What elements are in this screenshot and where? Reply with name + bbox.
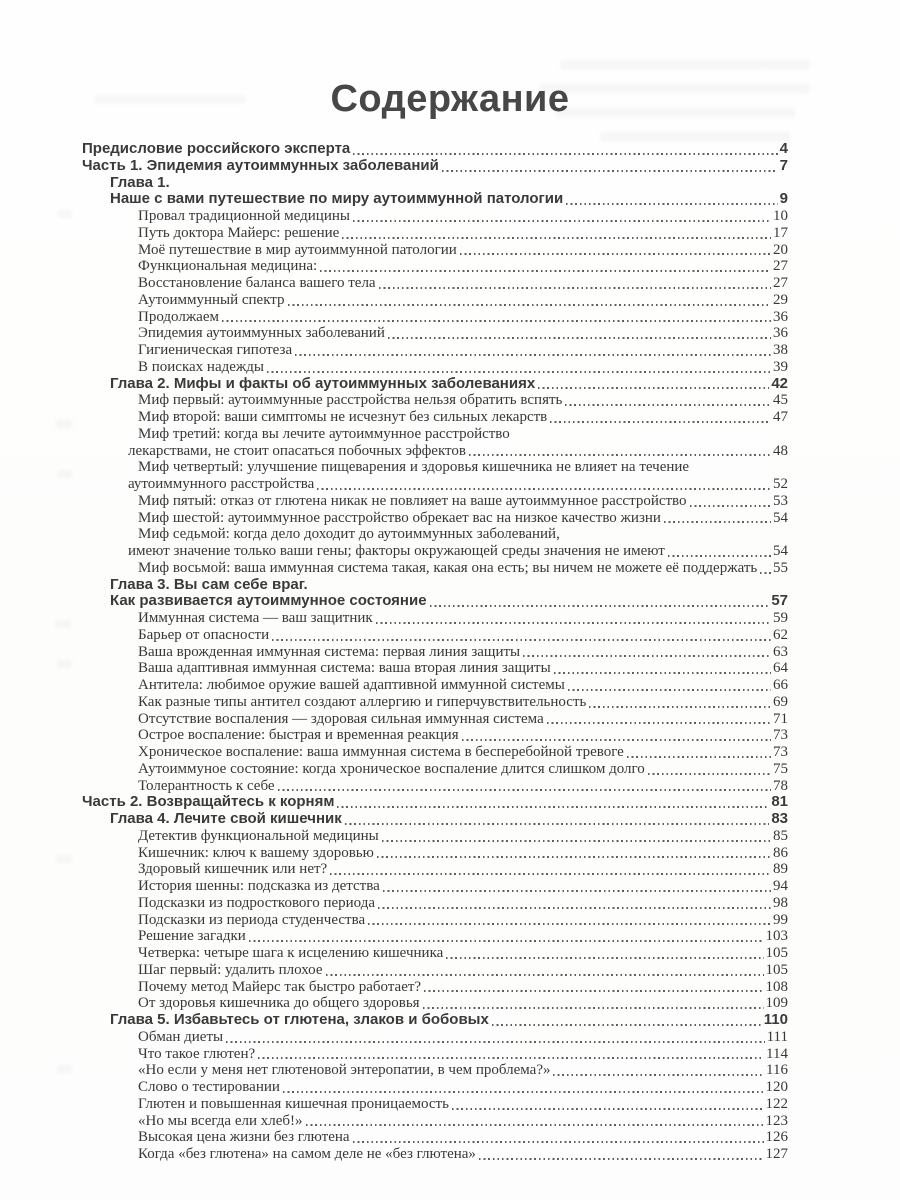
toc-entry — [82, 392, 788, 409]
bleedthrough-mark — [58, 210, 72, 218]
toc-entry-page: 105 — [765, 961, 788, 978]
toc-entry — [82, 158, 788, 175]
dot-leader — [377, 856, 771, 858]
toc-entry-text: Почему метод Майерс так быстро работает? — [138, 978, 422, 995]
toc-entry-page: 73 — [773, 727, 788, 744]
toc-entry — [82, 242, 788, 259]
toc-entry — [82, 443, 788, 460]
toc-entry-text: Отсутствие воспаления — здоровая сильная иммунная система — [138, 710, 544, 727]
toc-entry — [82, 912, 788, 929]
dot-leader — [267, 371, 771, 373]
toc-entry-page: 123 — [765, 1112, 788, 1129]
toc-entry — [82, 811, 788, 828]
toc-entry-text: Моё путешествие в мир аутоиммунной патологии — [138, 241, 457, 258]
dot-leader — [288, 304, 771, 306]
toc-entry-page: 98 — [773, 894, 788, 911]
dot-leader — [452, 1108, 764, 1110]
toc-entry-page: 64 — [773, 660, 788, 677]
dot-leader — [382, 840, 771, 842]
toc-entry-text: Гигиеническая гипотеза — [138, 342, 293, 358]
toc-entry — [82, 543, 788, 560]
toc-entry-page: 36 — [773, 308, 788, 325]
toc-entry-page: 69 — [773, 693, 788, 710]
toc-entry-text: Миф седьмой: когда дело доходит до аутоиммунных заболеваний, — [138, 526, 560, 543]
toc-entry-page: 63 — [773, 643, 788, 660]
dot-leader — [568, 689, 771, 691]
toc-entry-text: От здоровья кишечника до общего здоровья — [138, 995, 420, 1012]
toc-entry-page: 53 — [773, 492, 788, 509]
toc-entry-text: Как разные типы антител создают аллергию и гиперчувствительность — [138, 693, 587, 710]
toc-entry-page: 122 — [765, 1095, 788, 1112]
toc-entry-text: «Но если у меня нет глютеновой энтеропатии, в чем проблема?» — [138, 1062, 551, 1079]
toc-entry-page: 120 — [765, 1079, 788, 1095]
toc-entry — [82, 409, 788, 426]
dot-leader — [446, 957, 763, 959]
dot-leader — [423, 1007, 764, 1009]
toc-entry-text: Глава 1. — [110, 173, 170, 191]
toc-entry-page: 17 — [773, 224, 788, 241]
toc-entry-text: Подсказки из периода студенчества — [138, 911, 366, 928]
toc-entry-page: 111 — [766, 1028, 788, 1045]
toc-entry-text: Толерантность к себе — [138, 777, 275, 794]
toc-entry-text: Решение загадки — [138, 928, 246, 945]
dot-leader — [760, 572, 771, 574]
dot-leader — [492, 1024, 762, 1026]
toc-entry-text: Миф второй: ваши симптомы не исчезнут без сильных лекарств — [138, 409, 548, 425]
dot-leader — [550, 421, 771, 423]
dot-leader — [547, 722, 771, 724]
toc-entry-text: Продолжаем — [138, 308, 219, 325]
toc-entry-page: 78 — [773, 777, 788, 794]
toc-entry-text: «Но мы всегда ели хлеб!» — [138, 1112, 303, 1129]
toc-entry-page: 59 — [773, 610, 788, 626]
toc-entry-page: 71 — [773, 710, 788, 727]
toc-list — [82, 141, 788, 1163]
toc-entry-page: 99 — [773, 911, 788, 928]
toc-entry-text: Ваша врожденная иммунная система: первая линия защиты — [138, 643, 521, 660]
toc-entry-page: 57 — [771, 592, 788, 610]
toc-entry-page: 66 — [773, 677, 788, 693]
toc-entry-page: 62 — [773, 626, 788, 643]
dot-leader — [664, 521, 771, 523]
toc-entry — [82, 359, 788, 376]
toc-entry — [82, 376, 788, 393]
toc-entry-text: Аутоиммуное состояние: когда хроническое воспаление длится слишком долго — [138, 760, 645, 777]
dot-leader — [462, 739, 771, 741]
toc-entry — [82, 1062, 788, 1079]
dot-leader — [278, 789, 771, 791]
dot-leader — [554, 672, 771, 674]
toc-entry — [82, 325, 788, 342]
toc-entry — [82, 208, 788, 225]
toc-entry — [82, 928, 788, 945]
toc-entry — [82, 895, 788, 912]
toc-entry-page: 52 — [773, 476, 788, 492]
dot-leader — [388, 337, 771, 339]
toc-entry — [82, 476, 788, 493]
toc-entry-text: Кишечник: ключ к вашему здоровью — [138, 844, 374, 861]
bleedthrough-mark — [58, 470, 72, 478]
bleedthrough-mark — [55, 620, 71, 628]
toc-entry-text: Четверка: четыре шага к исцелению кишечника — [138, 945, 444, 961]
toc-entry — [82, 1046, 788, 1063]
dot-leader — [320, 270, 771, 272]
toc-entry-text: Миф первый: аутоиммунные расстройства нельзя обратить вспять — [138, 392, 563, 409]
toc-entry-page: 36 — [773, 325, 788, 342]
dot-leader — [337, 806, 769, 808]
toc-entry — [82, 292, 788, 309]
toc-entry-text: Миф третий: когда вы лечите аутоиммунное расстройство — [138, 425, 510, 442]
toc-entry-text: Путь доктора Майерс: решение — [138, 224, 340, 241]
toc-entry-page: 127 — [765, 1146, 788, 1162]
toc-entry-text: Миф четвертый: улучшение пищеварения и здоровья кишечника не влияет на течение — [138, 459, 690, 476]
toc-entry — [82, 560, 788, 577]
toc-entry — [82, 794, 788, 811]
dot-leader — [353, 1141, 764, 1143]
toc-entry-page: 10 — [773, 208, 788, 224]
dot-leader — [295, 354, 771, 356]
toc-entry — [82, 711, 788, 728]
toc-entry-page: 126 — [765, 1129, 788, 1146]
dot-leader — [376, 622, 771, 624]
toc-entry-text: Детектив функциональной медицины — [138, 827, 379, 844]
toc-entry-page: 27 — [773, 275, 788, 291]
dot-leader — [379, 287, 771, 289]
toc-entry-page: 54 — [773, 543, 788, 559]
toc-entry — [82, 191, 788, 208]
toc-entry-text: Шаг первый: удалить плохое — [138, 961, 323, 978]
toc-entry — [82, 493, 788, 510]
toc-entry — [82, 778, 788, 795]
toc-entry-page: 47 — [773, 409, 788, 425]
toc-entry-text: Антитела: любимое оружие вашей адаптивной иммунной системы — [138, 677, 565, 693]
toc-entry — [82, 644, 788, 661]
toc-entry — [82, 962, 788, 979]
dot-leader — [353, 153, 777, 155]
toc-entry — [82, 945, 788, 962]
toc-entry-page: 7 — [779, 156, 788, 174]
dot-leader — [326, 974, 764, 976]
toc-entry-page: 4 — [779, 140, 788, 157]
toc-entry-text: Миф восьмой: ваша иммунная система такая, какая она есть; вы ничем не можете её поддержать — [138, 559, 758, 576]
toc-entry-page: 83 — [771, 810, 788, 827]
toc-entry-text: Иммунная система — ваш защитник — [138, 610, 373, 626]
dot-leader — [690, 505, 771, 507]
toc-entry-text: Когда «без глютена» на самом деле не «без глютена» — [138, 1146, 476, 1162]
toc-entry — [82, 627, 788, 644]
toc-entry-text: Острое воспаление: быстрая и временная реакция — [138, 727, 459, 744]
toc-entry — [82, 861, 788, 878]
toc-entry — [82, 526, 788, 543]
dot-leader — [345, 823, 770, 825]
toc-entry-text: Здоровый кишечник или нет? — [138, 861, 328, 878]
toc-entry-page: 103 — [765, 928, 788, 945]
toc-entry-text: Высокая цена жизни без глютена — [138, 1129, 350, 1146]
toc-entry-text: Хроническое воспаление: ваша иммунная система в бесперебойной тревоге — [138, 744, 624, 760]
toc-entry-text: Ваша адаптивная иммунная система: ваша вторая линия защиты — [138, 660, 551, 677]
toc-entry-page: 116 — [766, 1062, 788, 1079]
toc-entry — [82, 141, 788, 158]
toc-entry-text: Часть 1. Эпидемия аутоиммунных заболеваний — [82, 156, 439, 174]
toc-entry-page: 9 — [779, 190, 788, 208]
bleedthrough-mark — [56, 855, 72, 863]
toc-entry-text: Восстановление баланса вашего тела — [138, 275, 376, 291]
dot-leader — [226, 1041, 765, 1043]
toc-entry-page: 48 — [773, 442, 788, 459]
dot-leader — [383, 890, 771, 892]
toc-entry-page: 114 — [766, 1045, 788, 1062]
dot-leader — [306, 1124, 764, 1126]
toc-entry-text: Провал традиционной медицины — [138, 208, 350, 224]
toc-entry-text: имеют значение только ваши гены; факторы окружающей среды значения не имеют — [128, 543, 665, 559]
toc-entry-text: Эпидемия аутоиммунных заболеваний — [138, 325, 385, 342]
toc-entry — [82, 309, 788, 326]
toc-entry — [82, 510, 788, 527]
toc-entry — [82, 761, 788, 778]
toc-entry-page: 54 — [773, 509, 788, 526]
dot-leader — [627, 756, 771, 758]
toc-entry-page: 85 — [773, 827, 788, 844]
bleedthrough-mark — [600, 132, 790, 141]
toc-entry — [82, 275, 788, 292]
toc-entry — [82, 677, 788, 694]
toc-entry — [82, 258, 788, 275]
dot-leader — [317, 488, 771, 490]
dot-leader — [342, 237, 771, 239]
toc-entry-text: Миф шестой: аутоиммунное расстройство обрекает вас на низкое качество жизни — [138, 509, 661, 526]
dot-leader — [565, 404, 771, 406]
toc-entry — [82, 459, 788, 476]
toc-entry-text: Глава 3. Вы сам себе враг. — [110, 575, 308, 593]
toc-title: Содержание — [330, 78, 570, 120]
toc-entry-page: 29 — [773, 291, 788, 308]
toc-entry-text: Глава 4. Лечите свой кишечник — [110, 810, 342, 827]
toc-entry — [82, 995, 788, 1012]
toc-entry — [82, 610, 788, 627]
toc-entry-page: 94 — [773, 878, 788, 894]
dot-leader — [523, 655, 771, 657]
toc-entry — [82, 727, 788, 744]
toc-entry-text: Предисловие российского эксперта — [82, 140, 351, 157]
toc-entry — [82, 1012, 788, 1029]
toc-entry-page: 42 — [771, 374, 788, 392]
toc-entry-page: 55 — [773, 559, 788, 576]
toc-entry-text: Слово о тестировании — [138, 1079, 280, 1095]
dot-leader — [479, 1158, 764, 1160]
toc-entry — [82, 175, 788, 192]
toc-entry-text: Барьер от опасности — [138, 626, 270, 643]
toc-entry-page: 27 — [773, 258, 788, 275]
toc-entry — [82, 744, 788, 761]
toc-entry-page: 75 — [773, 760, 788, 777]
toc-entry — [82, 225, 788, 242]
dot-leader — [430, 605, 770, 607]
toc-entry-page: 45 — [773, 392, 788, 409]
toc-entry — [82, 878, 788, 895]
dot-leader — [668, 555, 771, 557]
dot-leader — [258, 1057, 764, 1059]
toc-entry — [82, 1146, 788, 1163]
toc-entry-page: 81 — [771, 793, 788, 811]
toc-entry-text: Как развивается аутоиммунное состояние — [110, 592, 427, 610]
toc-entry — [82, 1029, 788, 1046]
toc-entry-text: Функциональная медицина: — [138, 258, 318, 275]
toc-entry-page: 109 — [765, 995, 788, 1012]
toc-entry-page: 39 — [773, 358, 788, 375]
toc-entry — [82, 1129, 788, 1146]
toc-entry-page: 86 — [773, 844, 788, 861]
toc-entry-text: Обман диеты — [138, 1028, 224, 1045]
toc-entry — [82, 1113, 788, 1130]
toc-entry — [82, 845, 788, 862]
toc-entry — [82, 1096, 788, 1113]
toc-entry-page: 108 — [765, 978, 788, 995]
toc-entry — [82, 577, 788, 594]
toc-entry-text: Подсказки из подросткового периода — [138, 894, 376, 911]
dot-leader — [378, 907, 771, 909]
bleedthrough-mark — [57, 1065, 72, 1073]
toc-entry-page: 73 — [773, 744, 788, 760]
toc-entry-text: Миф пятый: отказ от глютена никак не повлияет на ваше аутоиммунное расстройство — [138, 492, 687, 509]
toc-entry-text: Часть 2. Возвращайтесь к корням — [82, 793, 335, 811]
toc-entry-text: Глава 5. Избавьтесь от глютена, злаков и бобовых — [110, 1011, 489, 1028]
toc-entry-page: 89 — [773, 861, 788, 878]
toc-entry — [82, 979, 788, 996]
toc-entry — [82, 342, 788, 359]
dot-leader — [222, 320, 771, 322]
toc-entry-text: Аутоиммунный спектр — [138, 291, 285, 308]
toc-entry-text: Что такое глютен? — [138, 1045, 256, 1062]
toc-entry — [82, 694, 788, 711]
dot-leader — [442, 170, 778, 172]
toc-entry — [82, 828, 788, 845]
dot-leader — [553, 1074, 764, 1076]
dot-leader — [424, 990, 763, 992]
bleedthrough-mark — [56, 420, 72, 428]
dot-leader — [368, 923, 771, 925]
dot-leader — [460, 253, 771, 255]
dot-leader — [566, 203, 777, 205]
dot-leader — [330, 873, 771, 875]
toc-entry-page: 110 — [763, 1011, 788, 1028]
toc-entry-text: Глава 2. Мифы и факты об аутоиммунных заболеваниях — [110, 374, 536, 392]
dot-leader — [538, 387, 769, 389]
dot-leader — [353, 220, 771, 222]
toc-entry-page: 20 — [773, 241, 788, 258]
toc-entry — [82, 1079, 788, 1096]
dot-leader — [249, 940, 764, 942]
toc-entry-page: 38 — [773, 342, 788, 358]
dot-leader — [589, 706, 771, 708]
toc-entry-text: Наше с вами путешествие по миру аутоиммунной патологии — [110, 190, 564, 208]
dot-leader — [648, 773, 771, 775]
toc-entry-text: В поисках надежды — [138, 358, 264, 375]
dot-leader — [272, 639, 771, 641]
toc-entry-page: 105 — [765, 945, 788, 961]
toc-entry-text: лекарствами, не стоит опасаться побочных эффектов — [128, 442, 466, 459]
toc-entry — [82, 660, 788, 677]
bleedthrough-mark — [560, 60, 810, 69]
toc-entry — [82, 593, 788, 610]
dot-leader — [283, 1091, 764, 1093]
toc-entry — [82, 426, 788, 443]
bleedthrough-mark — [57, 660, 72, 668]
toc-entry-text: аутоиммунного расстройства — [128, 476, 315, 492]
toc-entry-text: Глютен и повышенная кишечная проницаемость — [138, 1095, 449, 1112]
dot-leader — [469, 454, 771, 456]
toc-entry-text: История шенны: подсказка из детства — [138, 878, 380, 894]
